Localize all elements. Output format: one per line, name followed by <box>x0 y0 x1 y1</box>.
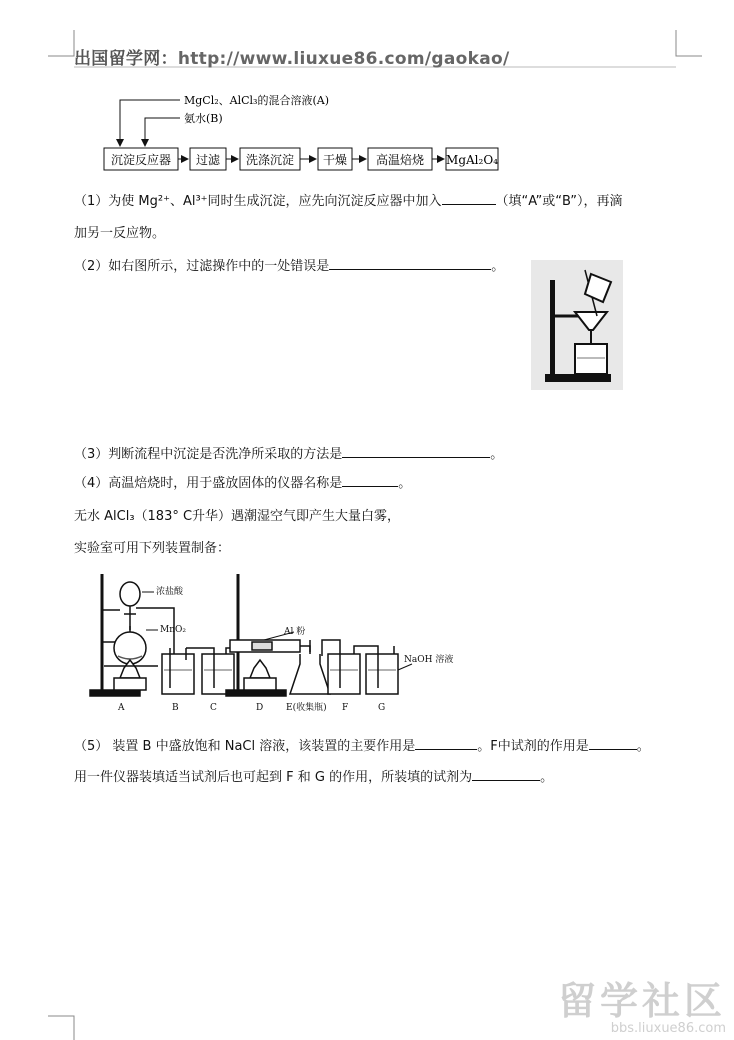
reagent-b-label: 氨水(B) <box>184 112 223 125</box>
label-conc-hcl: 浓盐酸 <box>156 587 184 597</box>
header-url[interactable]: http://www.liuxue86.com/gaokao/ <box>177 49 510 69</box>
answer-blank[interactable] <box>342 474 398 487</box>
label-naoh-solution: NaOH 溶液 <box>404 655 454 665</box>
question-5-text-4: 用一件仪器装填适当试剂后也可起到 F 和 G 的作用，所装填的试剂为 <box>74 770 473 785</box>
label-apparatus-g: G <box>378 703 386 713</box>
question-5-text-2: 。F中试剂的作用是 <box>477 739 589 754</box>
flow-step-box <box>104 148 178 170</box>
label-apparatus-c: C <box>210 703 217 713</box>
page-header <box>74 44 509 69</box>
question-4 <box>74 472 411 491</box>
flow-step-4: 干燥 <box>322 153 348 167</box>
answer-blank[interactable] <box>442 192 496 205</box>
question-5-line-1 <box>74 735 650 754</box>
answer-blank[interactable] <box>415 737 477 750</box>
label-apparatus-b: B <box>172 703 179 713</box>
filtration-figure <box>531 260 623 390</box>
flow-step-2: 过滤 <box>195 153 221 167</box>
flow-step-box <box>190 148 226 170</box>
question-1-line-2: 加另一反应物。 <box>74 226 166 241</box>
question-5-text: （5） 装置 B 中盛放饱和 NaCl 溶液，该装置的主要作用是 <box>74 739 416 754</box>
reagent-a-label: MgCl₂、AlCl₃的混合溶液(A) <box>184 94 329 107</box>
question-2-end: 。 <box>491 259 505 274</box>
intro-line-2: 实验室可用下列装置制备： <box>74 541 231 556</box>
question-5-text-3: 。 <box>636 739 650 754</box>
answer-blank[interactable] <box>472 768 540 781</box>
question-4-text: （4）高温焙烧时，用于盛放固体的仪器名称是 <box>74 476 343 491</box>
process-flow-diagram <box>90 88 510 180</box>
question-1-text: （1）为使 Mg²⁺、Al³⁺同时生成沉淀，应先向沉淀反应器中加入 <box>74 194 442 209</box>
answer-blank[interactable] <box>589 737 637 750</box>
question-5-end: 。 <box>540 770 554 785</box>
label-mno2: MnO₂ <box>160 625 186 635</box>
flow-step-box <box>318 148 352 170</box>
question-2 <box>74 255 504 274</box>
label-apparatus-f: F <box>342 703 349 713</box>
intro-line-1: 无水 AlCl₃（183° C升华）遇潮湿空气即产生大量白雾， <box>74 509 401 524</box>
question-5-line-2 <box>74 766 553 785</box>
apparatus-diagram <box>74 570 454 718</box>
flow-step-box <box>368 148 432 170</box>
header-site-name: 出国留学网： <box>74 49 178 69</box>
flow-step-5: 高温焙烧 <box>375 153 425 167</box>
question-1-line-1 <box>74 190 622 209</box>
label-al-powder: Al 粉 <box>284 627 306 637</box>
label-apparatus-d: D <box>256 703 264 713</box>
flow-step-1: 沉淀反应器 <box>110 153 172 167</box>
watermark <box>558 970 726 1036</box>
question-3-text: （3）判断流程中沉淀是否洗净所采取的方法是 <box>74 447 343 462</box>
question-3 <box>74 443 503 462</box>
flow-step-box <box>240 148 300 170</box>
watermark-title: 留学社区 <box>557 979 726 1023</box>
question-1-text-2: （填“A”或“B”），再滴 <box>495 194 623 209</box>
label-apparatus-a: A <box>118 703 125 713</box>
question-4-end: 。 <box>398 476 412 491</box>
question-2-text: （2）如右图所示，过滤操作中的一处错误是 <box>74 259 330 274</box>
flow-step-box <box>446 148 498 170</box>
answer-blank[interactable] <box>342 445 490 458</box>
question-3-end: 。 <box>490 447 504 462</box>
label-apparatus-e: E(收集瓶) <box>286 703 327 713</box>
watermark-url: bbs.liuxue86.com <box>610 1021 726 1036</box>
flow-step-3: 洗涤沉淀 <box>245 153 295 167</box>
answer-blank[interactable] <box>329 257 491 270</box>
flow-step-6: MgAl₂O₄ <box>446 153 498 167</box>
